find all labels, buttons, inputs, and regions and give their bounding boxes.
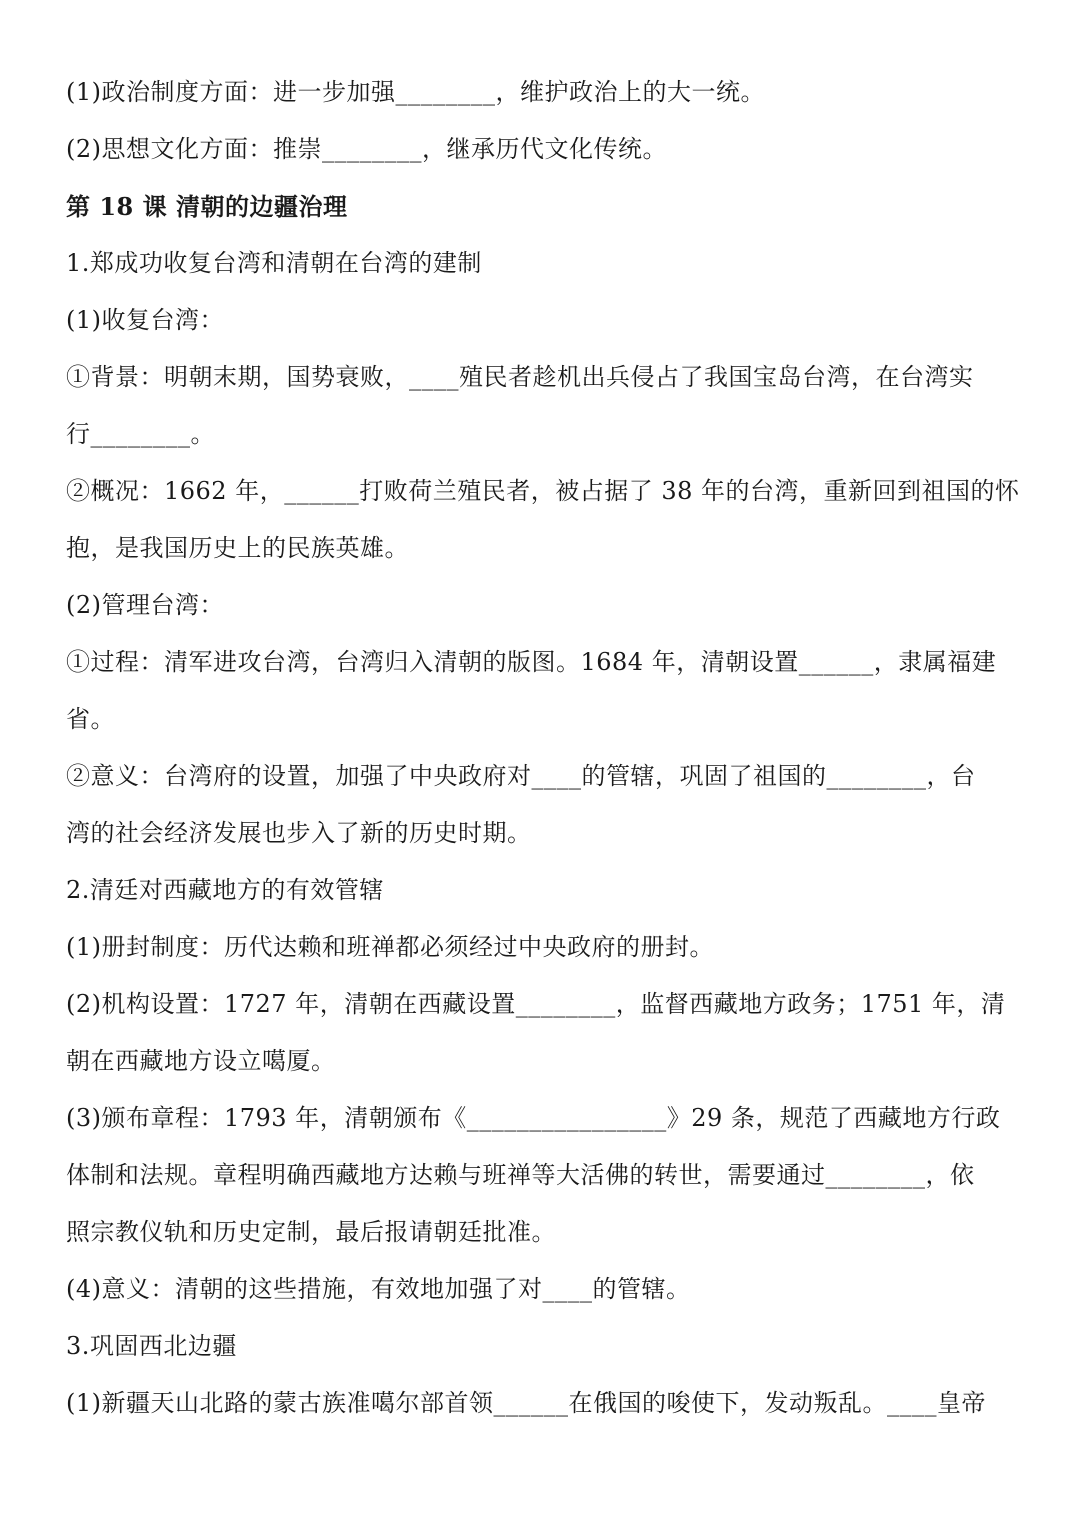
text-line: (2)管理台湾： (66, 591, 224, 619)
text-line: 体制和法规。章程明确西藏地方达赖与班禅等大活佛的转世，需要通过________，依 (66, 1161, 975, 1189)
text-line: (1)新疆天山北路的蒙古族准噶尔部首领______在俄国的唆使下，发动叛乱。____皇帝 (66, 1389, 986, 1417)
lesson-heading: 第 18 课 清朝的边疆治理 (66, 192, 348, 221)
section-heading: 1.郑成功收复台湾和清朝在台湾的建制 (66, 249, 482, 277)
text-line: (1)册封制度：历代达赖和班禅都必须经过中央政府的册封。 (66, 933, 714, 961)
section-heading: 3.巩固西北边疆 (66, 1332, 237, 1360)
text-line: (2)思想文化方面：推崇________，继承历代文化传统。 (66, 135, 667, 163)
document-page (66, 64, 1018, 1432)
text-line: (2)机构设置：1727 年，清朝在西藏设置________，监督西藏地方政务；1751 年，清 (66, 990, 1006, 1018)
text-line: (4)意义：清朝的这些措施，有效地加强了对____的管辖。 (66, 1275, 691, 1303)
text-line: 朝在西藏地方设立噶厦。 (66, 1047, 336, 1075)
text-line: 省。 (66, 705, 115, 733)
text-line: 照宗教仪轨和历史定制，最后报请朝廷批准。 (66, 1218, 556, 1246)
text-line: ①过程：清军进攻台湾，台湾归入清朝的版图。1684 年，清朝设置______，隶属福建 (66, 648, 997, 676)
text-line: 行________。 (66, 420, 215, 448)
text-line: ②意义：台湾府的设置，加强了中央政府对____的管辖，巩固了祖国的________，台 (66, 762, 976, 790)
text-line: (1)政治制度方面：进一步加强________，维护政治上的大一统。 (66, 78, 765, 106)
text-line: (1)收复台湾： (66, 306, 224, 334)
text-line: (3)颁布章程：1793 年，清朝颁布《________________》29 条，规范了西藏地方行政 (66, 1104, 1001, 1132)
text-line: ②概况：1662 年，______打败荷兰殖民者，被占据了 38 年的台湾，重新回到祖国的怀 (66, 477, 1020, 505)
section-heading: 2.清廷对西藏地方的有效管辖 (66, 876, 384, 904)
text-line: 抱，是我国历史上的民族英雄。 (66, 534, 409, 562)
text-line: ①背景：明朝末期，国势衰败，____殖民者趁机出兵侵占了我国宝岛台湾，在台湾实 (66, 363, 974, 391)
text-line: 湾的社会经济发展也步入了新的历史时期。 (66, 819, 532, 847)
